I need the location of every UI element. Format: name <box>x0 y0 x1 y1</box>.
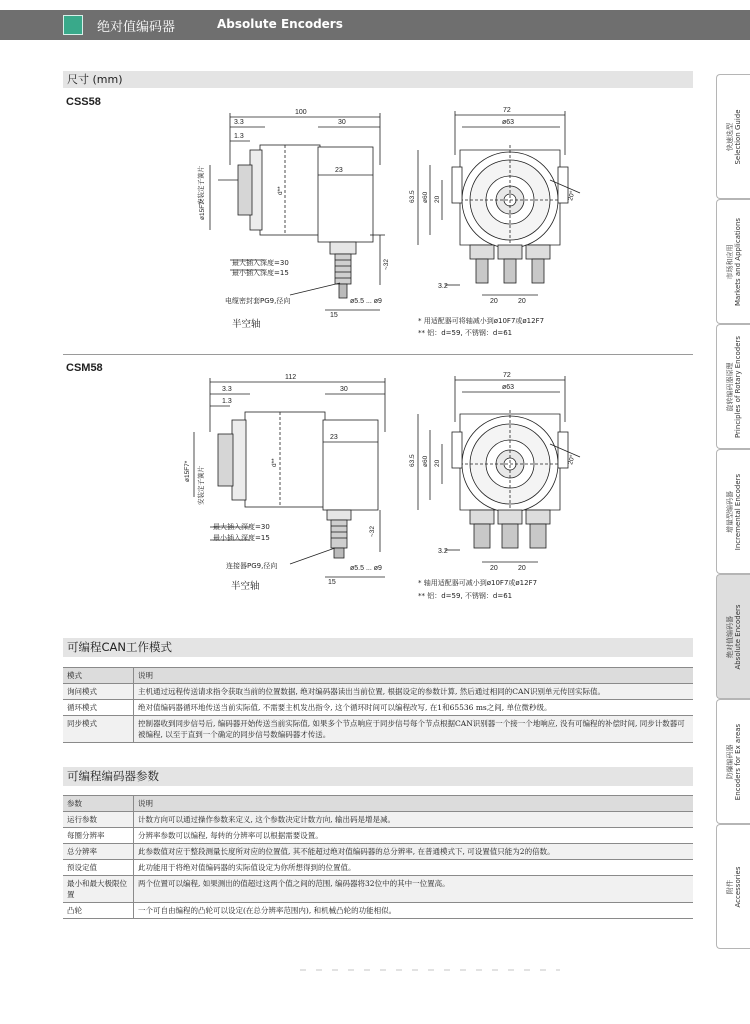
param-description: 分辨率参数可以编程, 每转的分辨率可以根据需要设置。 <box>134 828 694 844</box>
css58-dim-d: d** <box>277 186 284 195</box>
param-name: 凸轮 <box>63 903 134 919</box>
csm58-dim-63-5: 63.5 <box>409 454 416 467</box>
column-header-description: 说明 <box>134 796 694 812</box>
column-header-description: 说明 <box>134 668 694 684</box>
mode-description: 控制器收到同步信号后, 编码器开始传送当前实际值, 如果多个节点响应于同步信号每个节点根据CAN识别器一个接一个地响应, 没有可编程的补偿时间, 同步计数器可被编程, 以至于直到一个确定的同步信号数编码器才传送。 <box>134 716 694 743</box>
side-tab-label-cn: 附件 <box>725 879 734 894</box>
param-name: 每圈分辨率 <box>63 828 134 844</box>
side-tab-label-en: Encoders for Ex areas <box>733 723 742 800</box>
css58-dim-100: 100 <box>295 109 307 116</box>
mode-name: 循环模式 <box>63 700 134 716</box>
css58-dim-3-3: 3.3 <box>234 119 244 126</box>
csm58-depth-min: 最小插入深度=15 <box>213 534 270 542</box>
css58-side-view-drawing <box>190 105 400 320</box>
css58-dim-63: ø63 <box>502 119 515 126</box>
param-description: 此参数值对应于整段测量长度所对应的位置值, 其不能超过绝对值编码器的总分辨率, 在普通模式下, 可设置值只能为2的倍数。 <box>134 844 694 860</box>
csm58-dim-112: 112 <box>285 374 297 381</box>
table-row <box>63 700 693 716</box>
model-label-csm58: CSM58 <box>66 362 103 374</box>
column-header-mode: 模式 <box>63 668 134 684</box>
model-label-css58: CSS58 <box>66 96 101 108</box>
css58-cable-gland: 电缆密封套PG9,径向 <box>225 297 291 305</box>
can-modes-section-title: 可编程CAN工作模式 <box>63 638 693 657</box>
csm58-side-view-drawing <box>184 372 400 587</box>
can-modes-table <box>63 667 693 743</box>
param-name: 预设定值 <box>63 860 134 876</box>
css58-dim-60: ø60 <box>422 191 429 203</box>
css58-dim-20-right: 20 <box>518 298 526 305</box>
css58-dim-angle: 20° <box>567 190 577 202</box>
css58-dim-63-5: 63.5 <box>409 190 416 203</box>
csm58-dim-15: 15 <box>328 579 336 586</box>
csm58-dim-1-3: 1.3 <box>222 398 232 405</box>
param-name: 运行参数 <box>63 812 134 828</box>
csm58-dim-60: ø60 <box>422 455 429 467</box>
side-tab-principles[interactable] <box>716 324 750 449</box>
csm58-dim-23: 23 <box>330 434 338 441</box>
side-tab-ex-areas[interactable] <box>716 699 750 824</box>
csm58-dim-32: ~32 <box>369 525 376 537</box>
table-header-row <box>63 668 693 684</box>
brand-logo-icon <box>63 15 83 35</box>
side-tab-label-cn: 旋转编码器原理 <box>725 362 734 412</box>
csm58-dim-3-3: 3.3 <box>222 386 232 393</box>
css58-note-material: ** 铝：d=59, 不锈钢：d=61 <box>418 329 513 337</box>
param-description: 计数方向可以通过操作参数来定义, 这个参数决定计数方向, 输出码是增是减。 <box>134 812 694 828</box>
table-row <box>63 876 693 903</box>
table-header-row <box>63 796 693 812</box>
css58-dim-5-5: ø5.5 ... ø9 <box>350 298 382 305</box>
csm58-dim-20-vert: 20 <box>434 459 441 467</box>
css58-dim-30: 30 <box>338 119 346 126</box>
css58-dim-15: 15 <box>330 312 338 319</box>
section-divider <box>63 354 693 355</box>
csm58-dim-20-right: 20 <box>518 565 526 572</box>
page-header <box>0 10 750 40</box>
encoder-params-section-title: 可编程编码器参数 <box>63 767 693 786</box>
csm58-dim-20-left: 20 <box>490 565 498 572</box>
css58-dim-1-3: 1.3 <box>234 133 244 140</box>
column-header-parameter: 参数 <box>63 796 134 812</box>
mode-description: 绝对值编码器循环地传送当前实际值, 不需要主机发出指令, 这个循环时间可以编程改写, 在1和65536 ms之间, 单位微秒级。 <box>134 700 694 716</box>
csm58-depth-max: 最大插入深度=30 <box>213 523 270 531</box>
header-title-cn: 绝对值编码器 <box>97 20 176 35</box>
css58-mount-label: 安装定子簧片 <box>197 166 205 205</box>
mode-description: 主机通过远程传送请求指令获取当前的位置数据, 绝对编码器读出当前位置, 根据设定的参数计算, 然后通过相同的CAN识别单元传回实际值。 <box>134 684 694 700</box>
side-tab-label-cn: 增量型编码器 <box>725 490 734 533</box>
csm58-dim-63: ø63 <box>502 384 515 391</box>
table-row <box>63 844 693 860</box>
header-title-en: Absolute Encoders <box>217 17 343 31</box>
css58-shaft-type: 半空轴 <box>232 319 261 330</box>
csm58-dim-30: 30 <box>340 386 348 393</box>
css58-dim-32: ~32 <box>383 258 390 270</box>
css58-dim-72: 72 <box>503 107 511 114</box>
csm58-dim-5-5: ø5.5 ... ø9 <box>350 565 382 572</box>
side-tab-label-en: Principles of Rotary Encoders <box>733 335 742 438</box>
side-navigation-tabs <box>716 74 750 949</box>
side-tab-markets-applications[interactable] <box>716 199 750 324</box>
css58-dim-20-left: 20 <box>490 298 498 305</box>
side-tab-label-cn: 绝对值编码器 <box>725 615 734 658</box>
param-description: 一个可自由编程的凸轮可以设定(在总分辨率范围内), 和机械凸轮的功能相似。 <box>134 903 694 919</box>
csm58-note-adapter: * 轴用适配器可减小到ø10F7或ø12F7 <box>418 579 538 587</box>
css58-note-adapter: * 用适配器可将轴减小到ø10F7或ø12F7 <box>418 317 545 325</box>
table-row <box>63 860 693 876</box>
side-tab-label-cn: 市场和应用 <box>725 244 734 279</box>
css58-dim-23: 23 <box>335 167 343 174</box>
table-row <box>63 684 693 700</box>
csm58-dim-72: 72 <box>503 372 511 379</box>
param-name: 最小和最大极限位置 <box>63 876 134 903</box>
csm58-cable-gland: 连接器PG9,径向 <box>226 562 278 570</box>
css58-depth-min: 最小插入深度=15 <box>232 269 289 277</box>
side-tab-label-cn: 快速选型 <box>725 122 734 151</box>
mode-name: 同步模式 <box>63 716 134 743</box>
css58-dim-20-vert: 20 <box>434 195 441 203</box>
side-tab-incremental-encoders[interactable] <box>716 449 750 574</box>
table-row <box>63 812 693 828</box>
table-row <box>63 828 693 844</box>
side-tab-absolute-encoders[interactable] <box>716 574 750 699</box>
param-description: 此功能用于将绝对值编码器的实际值设定为你所想得到的位置值。 <box>134 860 694 876</box>
param-description: 两个位置可以编程, 如果测出的值超过这两个值之间的范围, 编码器将32位中的其中一位置高。 <box>134 876 694 903</box>
side-tab-label-en: Markets and Applications <box>733 217 742 306</box>
csm58-dim-3-2: 3.2 <box>438 548 448 555</box>
footer-dotted-line <box>300 968 560 972</box>
css58-dim-3-2: 3.2 <box>438 283 448 290</box>
csm58-dim-d: d** <box>271 458 278 467</box>
csm58-dim-angle: 20° <box>567 454 577 466</box>
csm58-front-view-drawing <box>400 372 590 577</box>
side-tab-label-en: Absolute Encoders <box>733 603 742 670</box>
mode-name: 询问模式 <box>63 684 134 700</box>
csm58-shaft-type: 半空轴 <box>231 581 260 592</box>
side-tab-label-cn: 防爆编码器 <box>725 744 734 780</box>
side-tab-selection-guide[interactable] <box>716 74 750 199</box>
css58-front-view-drawing <box>400 105 590 310</box>
css58-depth-max: 最大插入深度=30 <box>232 259 289 267</box>
csm58-dim-15f7: ø15F7* <box>184 460 191 482</box>
csm58-note-material: ** 铝：d=59, 不锈钢：d=61 <box>418 592 513 600</box>
side-tab-label-en: Selection Guide <box>733 108 742 165</box>
table-row <box>63 903 693 919</box>
side-tab-label-en: Incremental Encoders <box>733 473 742 550</box>
csm58-mount-label: 安装定子簧片 <box>197 466 205 505</box>
dimensions-section-title: 尺寸 (mm) <box>63 71 693 88</box>
side-tab-label-en: Accessories <box>733 865 742 908</box>
encoder-params-table <box>63 795 693 919</box>
param-name: 总分辨率 <box>63 844 134 860</box>
side-tab-accessories[interactable] <box>716 824 750 949</box>
table-row <box>63 716 693 743</box>
css58-dim-15f7: ø15F7* <box>199 198 206 220</box>
